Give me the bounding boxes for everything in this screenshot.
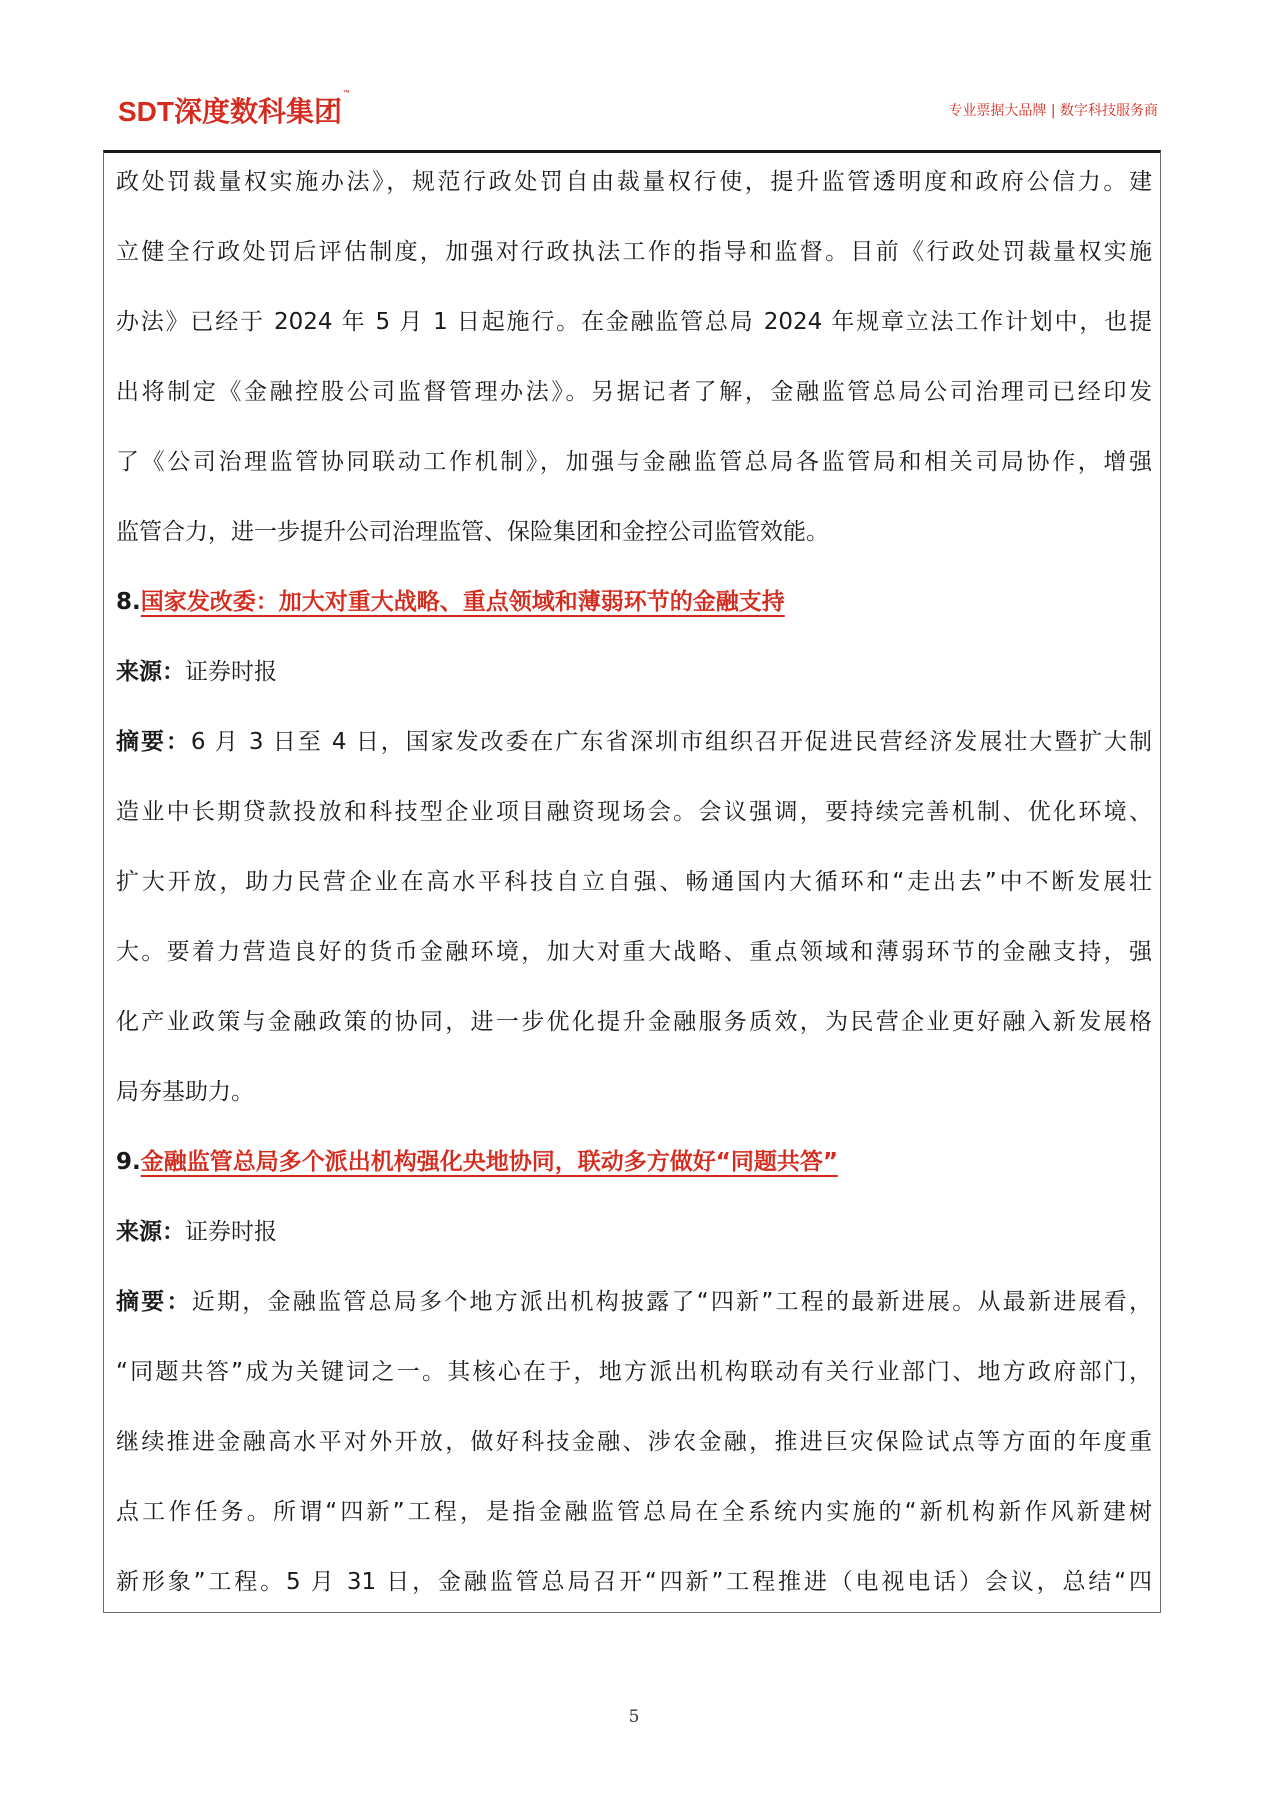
page-header <box>118 86 1158 130</box>
source-label: 来源： <box>116 1219 185 1245</box>
page-number: 5 <box>628 1707 640 1727</box>
item-9-title-link[interactable]: 金融监管总局多个派出机构强化央地协同，联动多方做好“同题共答” <box>140 1149 838 1175</box>
paragraph-line: 办法》已经于 2024 年 5 月 1 日起施行。在金融监管总局 2024 年规章立法工作计划中，也提 <box>116 309 1152 335</box>
paragraph-line: 了《公司治理监管协同联动工作机制》，加强与金融监管总局各监管局和相关司局协作，增强 <box>116 449 1152 475</box>
header-slogan: 专业票据大品牌 | 数字科技服务商 <box>948 103 1158 119</box>
item-9-summary-line: 点工作任务。所谓“四新”工程，是指金融监管总局在全系统内实施的“新机构新作风新建树 <box>116 1499 1152 1525</box>
sdt-logo <box>118 90 350 130</box>
item-8-summary-line: 大。要着力营造良好的货币金融环境，加大对重大战略、重点领域和薄弱环节的金融支持，强 <box>116 939 1152 965</box>
item-9-summary-line <box>116 1276 1152 1346</box>
logo-text: SDT深度数科集团 <box>118 96 343 127</box>
item-9-summary-line: 新形象”工程。5 月 31 日，金融监管总局召开“四新”工程推进（电视电话）会议，总结“四 <box>116 1569 1152 1595</box>
item-8-summary-line <box>116 716 1152 786</box>
item-9-number: 9. <box>116 1149 141 1175</box>
item-8-summary-line: 局夯基助力。 <box>116 1079 254 1105</box>
summary-text: 近期，金融监管总局多个地方派出机构披露了“四新”工程的最新进展。从最新进展看， <box>191 1289 1152 1315</box>
item-9-source <box>116 1206 1152 1276</box>
document-body <box>116 156 1152 1626</box>
paragraph-line: 立健全行政处罚后评估制度，加强对行政执法工作的指导和监督。目前《行政处罚裁量权实施 <box>116 239 1152 265</box>
item-8-summary-line: 扩大开放，助力民营企业在高水平科技自立自强、畅通国内大循环和“走出去”中不断发展壮 <box>116 869 1152 895</box>
item-8-title-link[interactable]: 国家发改委：加大对重大战略、重点领域和薄弱环节的金融支持 <box>140 589 785 615</box>
item-8-summary-line: 化产业政策与金融政策的协同，进一步优化提升金融服务质效，为民营企业更好融入新发展格 <box>116 1009 1152 1035</box>
item-8-summary-line: 造业中长期贷款投放和科技型企业项目融资现场会。会议强调，要持续完善机制、优化环境、 <box>116 799 1152 825</box>
source-value: 证券时报 <box>185 1219 277 1245</box>
paragraph-line: 政处罚裁量权实施办法》，规范行政处罚自由裁量权行使，提升监管透明度和政府公信力。建 <box>116 169 1152 195</box>
source-value: 证券时报 <box>185 659 277 685</box>
paragraph-line: 出将制定《金融控股公司监督管理办法》。另据记者了解，金融监管总局公司治理司已经印发 <box>116 379 1152 405</box>
paragraph-line: 监管合力，进一步提升公司治理监管、保险集团和金控公司监管效能。 <box>116 519 829 545</box>
summary-label: 摘要： <box>116 729 191 755</box>
item-9-summary-line: 继续推进金融高水平对外开放，做好科技金融、涉农金融，推进巨灾保险试点等方面的年度重 <box>116 1429 1152 1455</box>
source-label: 来源： <box>116 659 185 685</box>
item-8-number: 8. <box>116 589 141 615</box>
summary-label: 摘要： <box>116 1289 192 1315</box>
item-8-source <box>116 646 1152 716</box>
item-8-heading <box>116 576 1152 646</box>
summary-text: 6 月 3 日至 4 日，国家发改委在广东省深圳市组织召开促进民营经济发展壮大暨扩大制 <box>190 729 1152 755</box>
item-9-summary-line: “同题共答”成为关键词之一。其核心在于，地方派出机构联动有关行业部门、地方政府部门， <box>116 1359 1152 1385</box>
logo-trademark: ™ <box>343 90 351 97</box>
item-9-heading <box>116 1136 1152 1206</box>
